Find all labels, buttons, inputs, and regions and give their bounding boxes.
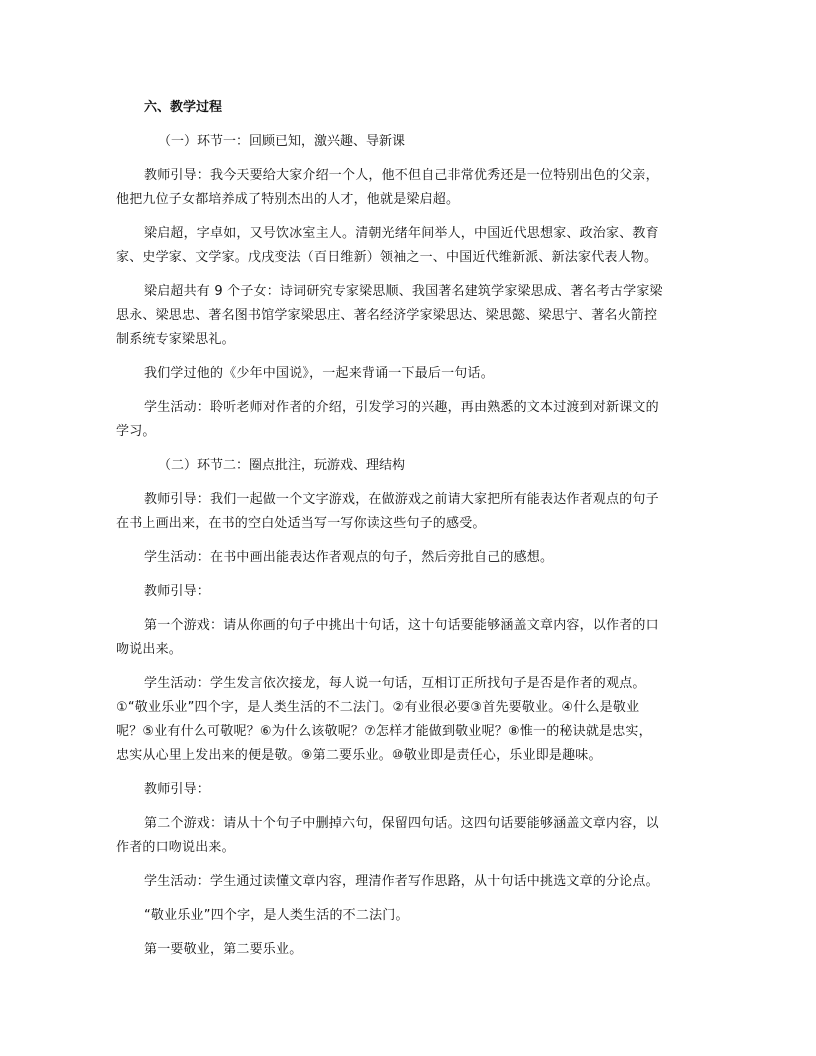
paragraph-student-activity-2: [144, 546, 692, 570]
paragraph-line: 教师引导：: [144, 584, 211, 599]
paragraph-line: 第二个游戏：请从十个句子中删掉六句，保留四句话。这四句话要能够涵盖文章内容，以: [144, 816, 659, 831]
paragraph-line: 教师引导：我们一起做一个文字游戏，在做游戏之前请大家把所有能表达作者观点的句子: [144, 492, 659, 507]
paragraph-line: 学生活动：聆听老师对作者的介绍，引发学习的兴趣，再由熟悉的文本过渡到对新课文的: [144, 400, 659, 415]
section-heading: 六、教学过程: [144, 100, 223, 115]
document-body: [116, 96, 692, 972]
paragraph-game-1: [116, 614, 692, 662]
paragraph-line: 第一要敬业，第二要乐业。: [144, 942, 303, 957]
paragraph-line: 学生活动：在书中画出能表达作者观点的句子，然后旁批自己的感想。: [144, 550, 554, 565]
paragraph-line: 第一个游戏：请从你画的句子中挑出十句话，这十句话要能够涵盖文章内容，以作者的口: [144, 618, 659, 633]
paragraph-line: 家、史学家、文学家。戊戌变法（百日维新）领袖之一、中国近代维新派、新法家代表人物。: [116, 250, 658, 265]
paragraph-game-2: [116, 812, 692, 860]
paragraph-line: 学生活动：学生发言依次接龙，每人说一句话，互相订正所找句子是否是作者的观点。: [144, 676, 646, 691]
paragraph-line: 作者的口吻说出来。: [116, 840, 235, 855]
paragraph-teacher-guide-2: [144, 778, 692, 802]
paragraph-line: 在书上画出来，在书的空白处适当写一写你读这些句子的感受。: [116, 516, 486, 531]
paragraph-line: 教师引导：: [144, 782, 211, 797]
paragraph-line: 他把九位子女都培养成了特别杰出的人才，他就是梁启超。: [116, 192, 460, 207]
paragraph-line: 思永、梁思忠、著名图书馆学家梁思庄、著名经济学家梁思达、梁思懿、梁思宁、著名火箭控: [116, 308, 658, 323]
paragraph-line: “敬业乐业”四个字，是人类生活的不二法门。: [144, 908, 409, 923]
paragraph-teacher-guide-1: [144, 580, 692, 604]
paragraph-line: 学习。: [116, 424, 156, 439]
paragraph-line: 制系统专家梁思礼。: [116, 332, 235, 347]
paragraph-line: 学生活动：学生通过读懂文章内容，理清作者写作思路，从十句话中挑选文章的分论点。: [144, 874, 659, 889]
paragraph-thesis: [144, 904, 692, 928]
paragraph-line: 教师引导：我今天要给大家介绍一个人，他不但自己非常优秀还是一位特别出色的父亲，: [144, 168, 659, 183]
subsection-title-1: （一）环节一：回顾已知，激兴趣、导新课: [158, 134, 406, 149]
paragraph-recite: [144, 362, 692, 386]
paragraph-line: 忠实从心里上发出来的便是敬。⑨第二要乐业。⑩敬业即是责任心，乐业即是趣味。: [116, 748, 602, 763]
paragraph-student-activity-4: [144, 870, 692, 894]
paragraph-student-activity-1: [116, 396, 692, 444]
paragraph-line: 吻说出来。: [116, 642, 183, 657]
paragraph-line: 梁启超共有 9 个子女：诗词研究专家梁思顺、我国著名建筑学家梁思成、著名考古学家梁: [144, 284, 663, 299]
subsection-title-2: （二）环节二：圈点批注，玩游戏、理结构: [158, 458, 406, 473]
paragraph-liang-children: [116, 280, 692, 352]
paragraph-liang-bio: [116, 222, 692, 270]
paragraph-line: ①“敬业乐业”四个字，是人类生活的不二法门。②有业很必要③首先要敬业。④什么是敬业: [116, 700, 640, 715]
paragraph-line: 我们学过他的《少年中国说》，一起来背诵一下最后一句话。: [144, 366, 494, 381]
paragraph-teacher-game-intro: [116, 488, 692, 536]
paragraph-line: 梁启超，字卓如，又号饮冰室主人。清朝光绪年间举人，中国近代思想家、政治家、教育: [144, 226, 659, 241]
paragraph-teacher-intro: [116, 164, 692, 212]
paragraph-subpoints: [144, 938, 692, 962]
paragraph-line: 呢？⑤业有什么可敬呢？⑥为什么该敬呢？⑦怎样才能做到敬业呢？⑧惟一的秘诀就是忠实，: [116, 724, 652, 739]
paragraph-student-activity-3: [116, 672, 692, 768]
